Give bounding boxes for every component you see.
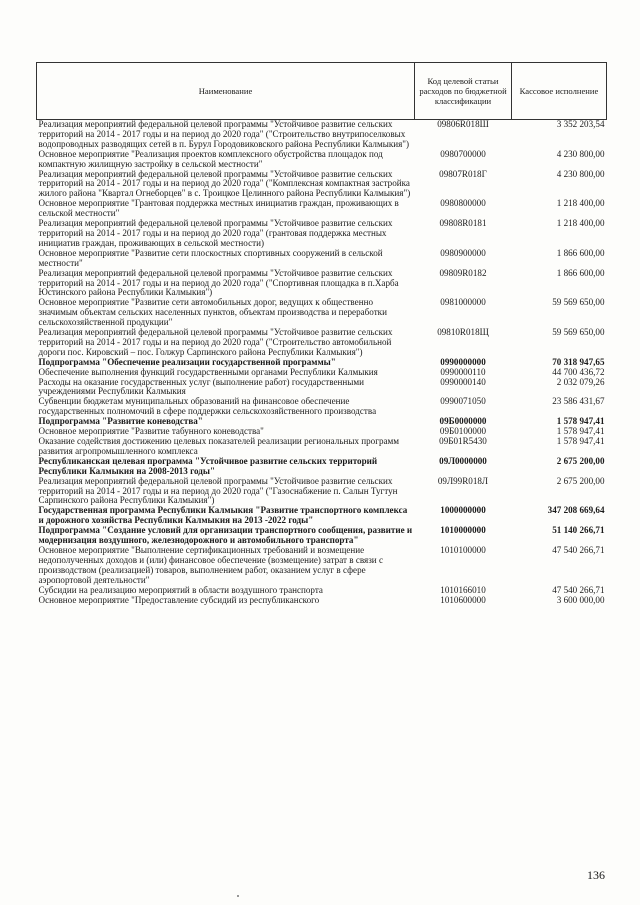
cell-name: Расходы на оказание государственных услуг (выполнение работ) государственными учреждениями Республики Калмыкия <box>38 376 364 397</box>
cell-amount: 1 218 400,00 <box>556 218 605 229</box>
header-code: Код целевой статьи расходов по бюджетной классификации <box>415 63 512 120</box>
cell-amount: 2 675 200,00 <box>556 455 605 466</box>
table-row <box>37 586 607 596</box>
cell-code: 09807R018Г <box>439 168 487 179</box>
cell-amount: 47 540 266,71 <box>552 544 605 555</box>
cell-code: 1010000000 <box>440 525 486 536</box>
cell-amount: 347 208 669,64 <box>547 505 605 516</box>
cell-code: 09Б01R5430 <box>439 436 487 446</box>
table-row <box>37 397 607 417</box>
table-row <box>37 546 607 586</box>
cell-code: 0990071050 <box>440 396 486 407</box>
table-body <box>37 120 607 606</box>
cell-amount: 51 140 266,71 <box>552 525 605 536</box>
cell-amount: 3 352 203,54 <box>556 119 605 129</box>
cell-code: 0990000140 <box>440 376 486 387</box>
cell-name: Основное мероприятие "Развитие табунного коневодства" <box>38 426 264 437</box>
cell-name: Государственная программа Республики Калмыкия "Развитие транспортного комплекса и дорожного хозяйства Республики Калмыкия на 2013 -2022 годы" <box>38 505 408 526</box>
cell-amount: 47 540 266,71 <box>552 584 605 595</box>
table-row <box>37 219 607 249</box>
cell-code: 0990000000 <box>440 356 486 367</box>
cell-code: 1010600000 <box>440 594 486 605</box>
cell-amount: 1 578 947,41 <box>556 416 605 427</box>
cell-code: 09810R018Щ <box>437 327 489 338</box>
cell-name: Субвенции бюджетам муниципальных образований на финансовое обеспечение государственных полномочий в сфере поддержки сельскохозяйственного производства <box>38 396 377 417</box>
cell-code: 09Б0000000 <box>439 416 487 427</box>
cell-code: 09808R0181 <box>439 218 487 229</box>
cell-code: 1010100000 <box>440 544 486 555</box>
table-row <box>37 328 607 358</box>
cell-name: Основное мероприятие "Развитие сети плоскостных спортивных сооружений в сельской местности" <box>38 247 383 268</box>
cell-amount: 1 866 600,00 <box>556 247 605 258</box>
cell-code: 0980900000 <box>440 247 486 258</box>
cell-amount: 3 600 000,00 <box>556 594 605 605</box>
cell-name: Реализация мероприятий федеральной целевой программы "Устойчивое развитие сельских территорий на 2014 - 2017 годы и на период до 2020 года" ("Комплексная компактная застройка жилого района "Квартал Огнеборцев" в с. Троицкое Целинного района Республики Калмыкия") <box>38 168 411 199</box>
header-name: Наименование <box>37 63 415 120</box>
table-row <box>37 269 607 299</box>
cell-code: 09Л99R018Л <box>437 475 489 486</box>
cell-name: Основное мероприятие "Реализация проектов комплексного обустройства площадок под компактную жилищную застройку в сельской местности" <box>38 148 383 169</box>
table-row <box>37 506 607 526</box>
cell-name: Основное мероприятие "Предоставление субсидий из республиканского <box>38 594 320 605</box>
cell-amount: 2 032 079,26 <box>556 376 605 387</box>
cell-amount: 1 866 600,00 <box>556 267 605 278</box>
cell-name: Оказание содействия достижению целевых показателей реализации региональных программ развития агропромышленного комплекса <box>38 436 400 456</box>
cell-amount: 1 578 947,41 <box>556 436 605 446</box>
cell-code: 09806R018Ш <box>437 119 489 129</box>
cell-code: 0980700000 <box>440 148 486 159</box>
cell-code: 0980800000 <box>440 198 486 209</box>
table-row <box>37 120 607 150</box>
cell-name: Подпрограмма "Создание условий для организации транспортного сообщения, развитие и модернизация воздушного, железнодорожного и автомобильного транспорта" <box>38 525 413 546</box>
cell-code: 0990000110 <box>440 366 486 377</box>
table-row <box>37 477 607 507</box>
table-row <box>37 526 607 546</box>
table-row <box>37 249 607 269</box>
cell-amount: 44 700 436,72 <box>552 366 605 377</box>
scan-artifact-dot <box>237 895 239 897</box>
cell-code: 09Б0100000 <box>439 426 487 437</box>
table-row <box>37 457 607 477</box>
cell-code: 09Л0000000 <box>439 455 487 466</box>
budget-table <box>36 62 607 605</box>
cell-amount: 4 230 800,00 <box>556 148 605 159</box>
cell-name: Основное мероприятие "Развитие сети автомобильных дорог, ведущих к общественно значимым объектам сельских населенных пунктов, объектам производства и переработки сельскохозяйственной продукции" <box>38 297 387 328</box>
header-amount: Кассовое исполнение <box>512 63 607 120</box>
table-row <box>37 199 607 219</box>
cell-name: Реализация мероприятий федеральной целевой программы "Устойчивое развитие сельских территорий на 2014 - 2017 годы и на период до 2020 года" ("Строительство внутрипоселковых водопроводных разводящих сетей в п. Бурул Городовиковского района Республики Калмыкия") <box>38 119 410 149</box>
table-row <box>37 150 607 170</box>
cell-name: Основное мероприятие "Грантовая поддержка местных инициатив граждан, проживающих в сельской местности" <box>38 198 399 219</box>
cell-amount: 70 318 947,65 <box>552 356 605 367</box>
cell-name: Реализация мероприятий федеральной целевой программы "Устойчивое развитие сельских территорий на 2014 - 2017 годы и на период до 2020 года" ("Газоснабжение п. Салын Тугтун Сарпинского района Республики Калмыкия") <box>38 475 398 506</box>
cell-code: 09809R0182 <box>439 267 487 278</box>
table-row <box>37 170 607 200</box>
cell-name: Реализация мероприятий федеральной целевой программы "Устойчивое развитие сельских территорий на 2014 - 2017 годы и на период до 2020 года" ("Строительство автомобильной дороги пос. Кировский – пос. Голжур Сарпинского района Республики Калмыкия") <box>38 327 393 357</box>
cell-amount: 1 578 947,41 <box>556 426 605 437</box>
cell-amount: 4 230 800,00 <box>556 168 605 179</box>
cell-amount: 23 586 431,67 <box>552 396 605 407</box>
cell-code: 0981000000 <box>440 297 486 308</box>
cell-name: Субсидии на реализацию мероприятий в области воздушного транспорта <box>38 584 323 595</box>
cell-name: Подпрограмма "Развитие коневодства" <box>38 416 203 427</box>
cell-name: Реализация мероприятий федеральной целевой программы "Устойчивое развитие сельских территорий на 2014 - 2017 годы и на период до 2020 года" (грантовая поддержка местных инициатив граждан, проживающих в сельской местности) <box>38 218 393 248</box>
table-row <box>37 298 607 328</box>
cell-name: Основное мероприятие "Выполнение сертификационных требований и возмещение недополученных доходов и (или) финансовое обеспечение (возмещение) затрат в связи с производством (реализацией) товаров, выполнением работ, оказанием услуг в сфере аэропортовой деятельности" <box>38 544 383 585</box>
cell-code: 1010166010 <box>440 584 486 595</box>
cell-name: Реализация мероприятий федеральной целевой программы "Устойчивое развитие сельских территорий на 2014 - 2017 годы и на период до 2020 года" ("Спортивная площадка в п.Харба Юстинского района Республики Калмыкия") <box>38 267 399 298</box>
cell-amount: 59 569 650,00 <box>552 327 605 338</box>
table-header <box>37 63 607 120</box>
cell-amount: 2 675 200,00 <box>556 475 605 486</box>
cell-amount: 59 569 650,00 <box>552 297 605 308</box>
cell-name: Подпрограмма "Обеспечение реализации государственной программы" <box>38 356 336 367</box>
page-number: 136 <box>587 868 605 882</box>
table-row <box>37 596 607 606</box>
cell-amount: 1 218 400,00 <box>556 198 605 209</box>
cell-name: Республиканская целевая программа "Устойчивое развитие сельских территорий Республики Калмыкия на 2008-2013 годы" <box>38 455 378 476</box>
cell-name: Обеспечение выполнения функций государственными органами Республики Калмыкия <box>38 366 378 377</box>
cell-code: 1000000000 <box>440 505 486 516</box>
table-row <box>37 437 607 457</box>
table-row <box>37 378 607 398</box>
